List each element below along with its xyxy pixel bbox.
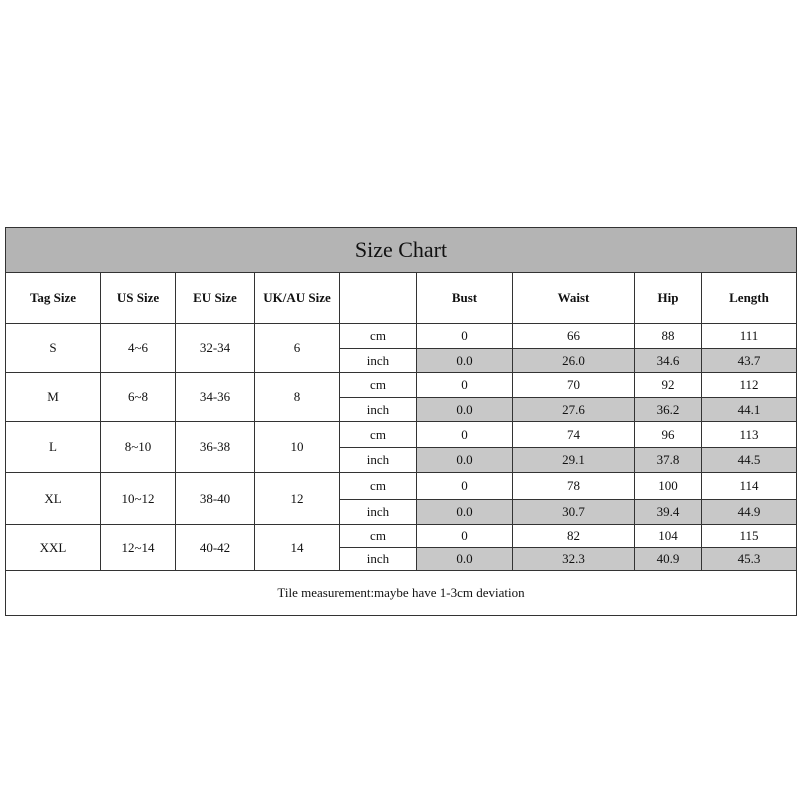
eu-size-cell: 36-38 xyxy=(176,422,255,473)
unit-inch-cell: inch xyxy=(340,398,417,422)
bust-inch-cell: 0.0 xyxy=(417,500,513,525)
size-chart-table xyxy=(5,227,797,616)
header-us-size: US Size xyxy=(101,273,176,324)
header-length: Length xyxy=(702,273,796,324)
length-cm-cell: 114 xyxy=(702,473,796,500)
header-tag-size: Tag Size xyxy=(6,273,101,324)
header-uk-au-size: UK/AU Size xyxy=(255,273,340,324)
length-inch-cell: 43.7 xyxy=(702,349,796,373)
measurement-note: Tile measurement:maybe have 1-3cm deviation xyxy=(277,585,525,600)
header-waist: Waist xyxy=(513,273,635,324)
tag-size-cell: XL xyxy=(6,473,101,525)
hip-cm-cell: 92 xyxy=(635,373,702,398)
unit-inch-cell: inch xyxy=(340,548,417,571)
unit-cm-cell: cm xyxy=(340,324,417,349)
length-inch-cell: 44.1 xyxy=(702,398,796,422)
waist-cm-cell: 66 xyxy=(513,324,635,349)
waist-inch-cell: 29.1 xyxy=(513,448,635,473)
bust-cm-cell: 0 xyxy=(417,473,513,500)
waist-inch-cell: 26.0 xyxy=(513,349,635,373)
header-unit xyxy=(340,273,417,324)
uk-au-size-cell: 8 xyxy=(255,373,340,422)
hip-inch-cell: 34.6 xyxy=(635,349,702,373)
length-cm-cell: 113 xyxy=(702,422,796,448)
tag-size-cell: S xyxy=(6,324,101,373)
waist-inch-cell: 30.7 xyxy=(513,500,635,525)
us-size-cell: 6~8 xyxy=(101,373,176,422)
hip-inch-cell: 37.8 xyxy=(635,448,702,473)
header-bust: Bust xyxy=(417,273,513,324)
us-size-cell: 12~14 xyxy=(101,525,176,571)
length-cm-cell: 115 xyxy=(702,525,796,548)
unit-inch-cell: inch xyxy=(340,349,417,373)
us-size-cell: 4~6 xyxy=(101,324,176,373)
length-inch-cell: 44.5 xyxy=(702,448,796,473)
eu-size-cell: 38-40 xyxy=(176,473,255,525)
length-inch-cell: 44.9 xyxy=(702,500,796,525)
uk-au-size-cell: 10 xyxy=(255,422,340,473)
unit-cm-cell: cm xyxy=(340,473,417,500)
waist-cm-cell: 78 xyxy=(513,473,635,500)
bust-cm-cell: 0 xyxy=(417,525,513,548)
waist-cm-cell: 70 xyxy=(513,373,635,398)
bust-cm-cell: 0 xyxy=(417,422,513,448)
waist-inch-cell: 32.3 xyxy=(513,548,635,571)
eu-size-cell: 40-42 xyxy=(176,525,255,571)
tag-size-cell: L xyxy=(6,422,101,473)
length-inch-cell: 45.3 xyxy=(702,548,796,571)
unit-cm-cell: cm xyxy=(340,525,417,548)
chart-title: Size Chart xyxy=(6,228,796,273)
eu-size-cell: 34-36 xyxy=(176,373,255,422)
length-cm-cell: 112 xyxy=(702,373,796,398)
uk-au-size-cell: 12 xyxy=(255,473,340,525)
hip-cm-cell: 88 xyxy=(635,324,702,349)
bust-cm-cell: 0 xyxy=(417,373,513,398)
bust-inch-cell: 0.0 xyxy=(417,548,513,571)
hip-cm-cell: 96 xyxy=(635,422,702,448)
waist-cm-cell: 74 xyxy=(513,422,635,448)
hip-inch-cell: 40.9 xyxy=(635,548,702,571)
bust-inch-cell: 0.0 xyxy=(417,349,513,373)
waist-cm-cell: 82 xyxy=(513,525,635,548)
unit-cm-cell: cm xyxy=(340,373,417,398)
hip-cm-cell: 100 xyxy=(635,473,702,500)
us-size-cell: 8~10 xyxy=(101,422,176,473)
hip-inch-cell: 39.4 xyxy=(635,500,702,525)
waist-inch-cell: 27.6 xyxy=(513,398,635,422)
hip-cm-cell: 104 xyxy=(635,525,702,548)
length-cm-cell: 111 xyxy=(702,324,796,349)
unit-cm-cell: cm xyxy=(340,422,417,448)
tag-size-cell: XXL xyxy=(6,525,101,571)
uk-au-size-cell: 6 xyxy=(255,324,340,373)
hip-inch-cell: 36.2 xyxy=(635,398,702,422)
bust-inch-cell: 0.0 xyxy=(417,448,513,473)
uk-au-size-cell: 14 xyxy=(255,525,340,571)
bust-cm-cell: 0 xyxy=(417,324,513,349)
tag-size-cell: M xyxy=(6,373,101,422)
eu-size-cell: 32-34 xyxy=(176,324,255,373)
unit-inch-cell: inch xyxy=(340,500,417,525)
unit-inch-cell: inch xyxy=(340,448,417,473)
header-hip: Hip xyxy=(635,273,702,324)
us-size-cell: 10~12 xyxy=(101,473,176,525)
header-eu-size: EU Size xyxy=(176,273,255,324)
bust-inch-cell: 0.0 xyxy=(417,398,513,422)
